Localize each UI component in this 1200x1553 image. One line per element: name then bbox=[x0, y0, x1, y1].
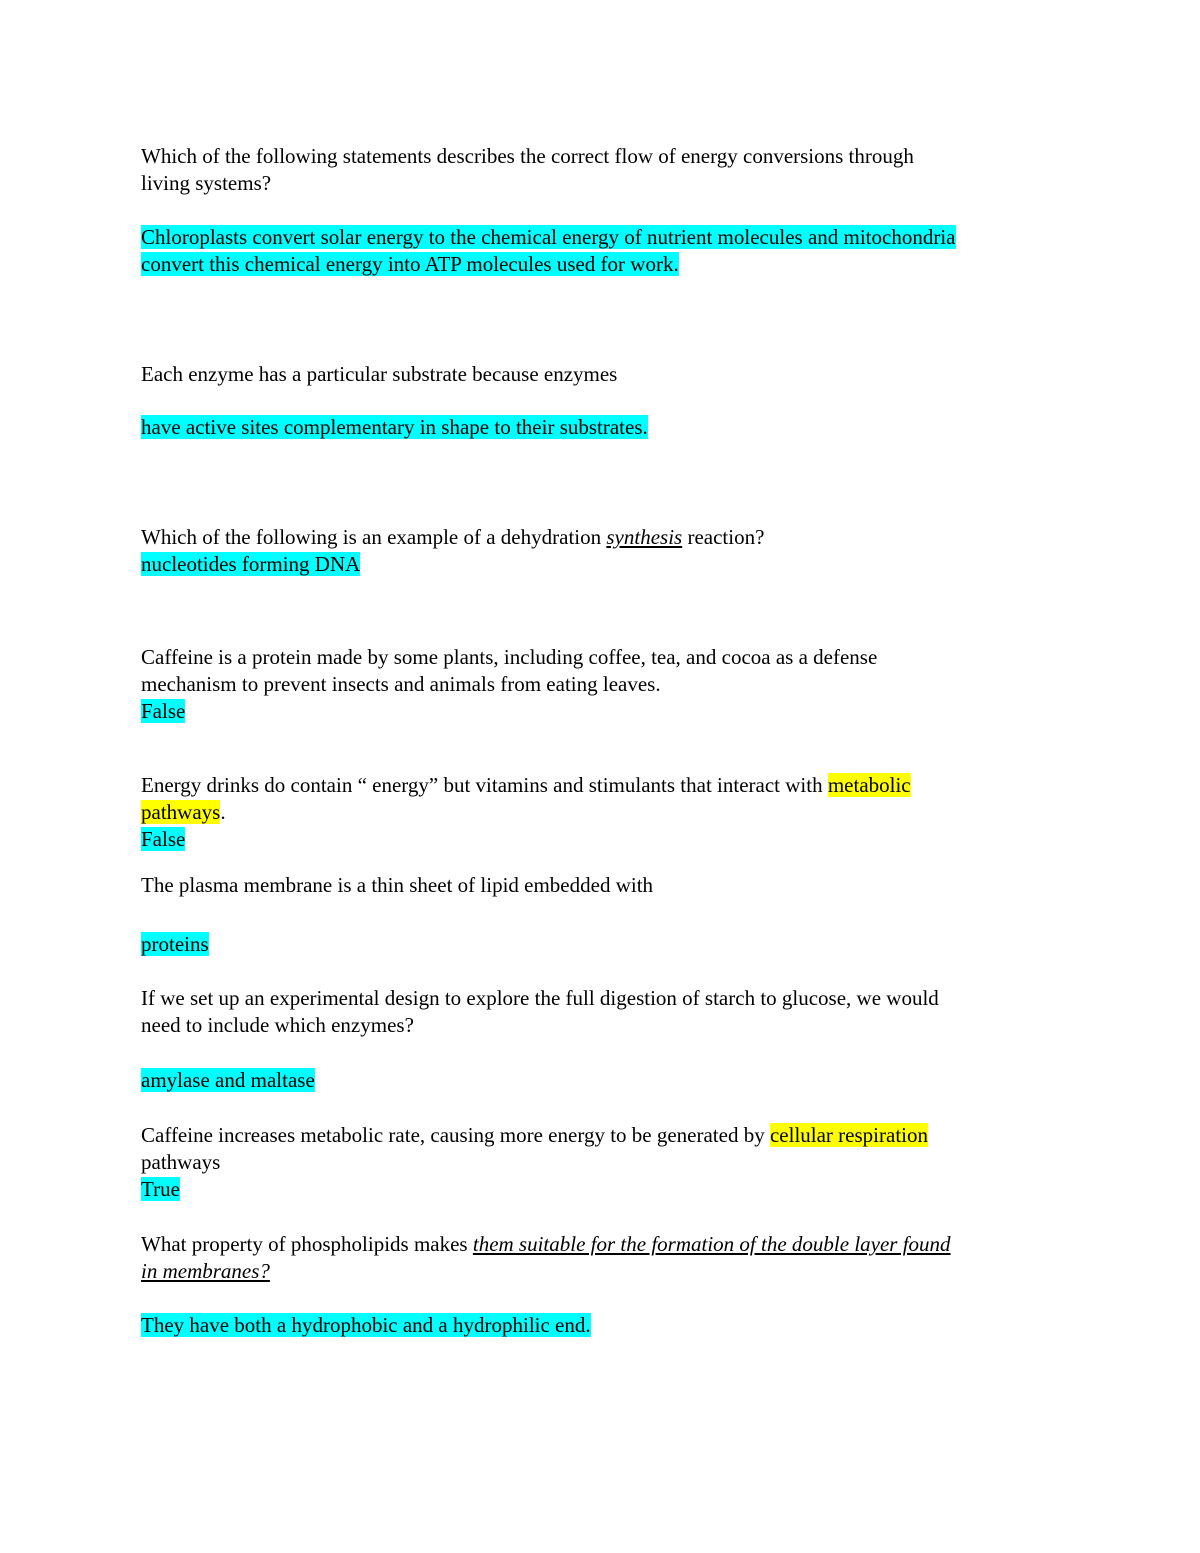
answer-highlight: proteins bbox=[141, 932, 209, 956]
emphasis-text: synthesis bbox=[606, 525, 683, 549]
answer-3 bbox=[141, 551, 360, 578]
question-1-line-2: living systems? bbox=[141, 171, 272, 195]
question-8-line-2: pathways bbox=[141, 1150, 221, 1174]
question-6: The plasma membrane is a thin sheet of lipid embedded with bbox=[141, 873, 654, 897]
answer-1-line-1 bbox=[141, 224, 956, 251]
key-term-highlight: pathways bbox=[141, 800, 221, 824]
answer-5 bbox=[141, 826, 185, 853]
emphasis-text: in membranes? bbox=[141, 1259, 270, 1283]
question-7-line-2: need to include which enzymes? bbox=[141, 1013, 414, 1037]
emphasis-text: them suitable for the formation of the double layer found bbox=[472, 1232, 951, 1256]
answer-1-line-2 bbox=[141, 251, 679, 278]
answer-6 bbox=[141, 931, 209, 958]
question-3 bbox=[141, 524, 764, 551]
question-5-line-1 bbox=[141, 772, 911, 799]
question-3-text: Which of the following is an example of a dehydration bbox=[141, 525, 607, 549]
question-4-line-1: Caffeine is a protein made by some plants, including coffee, tea, and cocoa as a defense bbox=[141, 645, 878, 669]
question-8-line-1 bbox=[141, 1122, 928, 1149]
answer-highlight: Chloroplasts convert solar energy to the chemical energy of nutrient molecules and mitochondria bbox=[141, 225, 956, 249]
question-3-text-end: reaction? bbox=[682, 525, 765, 549]
question-1-line-1: Which of the following statements describes the correct flow of energy conversions through bbox=[141, 144, 914, 168]
answer-highlight: amylase and maltase bbox=[141, 1068, 315, 1092]
answer-4 bbox=[141, 698, 185, 725]
answer-highlight: nucleotides forming DNA bbox=[141, 552, 361, 576]
answer-8 bbox=[141, 1176, 180, 1203]
question-5-line-2 bbox=[141, 799, 226, 826]
question-9-text: What property of phospholipids makes bbox=[141, 1232, 473, 1256]
answer-highlight: convert this chemical energy into ATP molecules used for work. bbox=[141, 252, 679, 276]
question-5-text-end: . bbox=[220, 800, 226, 824]
answer-highlight: False bbox=[141, 827, 186, 851]
question-9-line-1 bbox=[141, 1231, 951, 1258]
question-2: Each enzyme has a particular substrate because enzymes bbox=[141, 362, 618, 386]
answer-highlight: They have both a hydrophobic and a hydrophilic end. bbox=[141, 1313, 591, 1337]
question-9-line-2 bbox=[141, 1258, 270, 1285]
answer-highlight: True bbox=[141, 1177, 180, 1201]
answer-highlight: False bbox=[141, 699, 186, 723]
key-term-highlight: metabolic bbox=[827, 773, 911, 797]
question-8-text: Caffeine increases metabolic rate, causing more energy to be generated by bbox=[141, 1123, 770, 1147]
answer-2 bbox=[141, 414, 648, 441]
key-term-highlight: cellular respiration bbox=[769, 1123, 928, 1147]
question-4-line-2: mechanism to prevent insects and animals from eating leaves. bbox=[141, 672, 661, 696]
question-7-line-1: If we set up an experimental design to explore the full digestion of starch to glucose, we would bbox=[141, 986, 939, 1010]
answer-7 bbox=[141, 1067, 315, 1094]
answer-highlight: have active sites complementary in shape to their substrates. bbox=[141, 415, 648, 439]
question-5-text: Energy drinks do contain “ energy” but vitamins and stimulants that interact with bbox=[141, 773, 828, 797]
answer-9 bbox=[141, 1312, 591, 1339]
